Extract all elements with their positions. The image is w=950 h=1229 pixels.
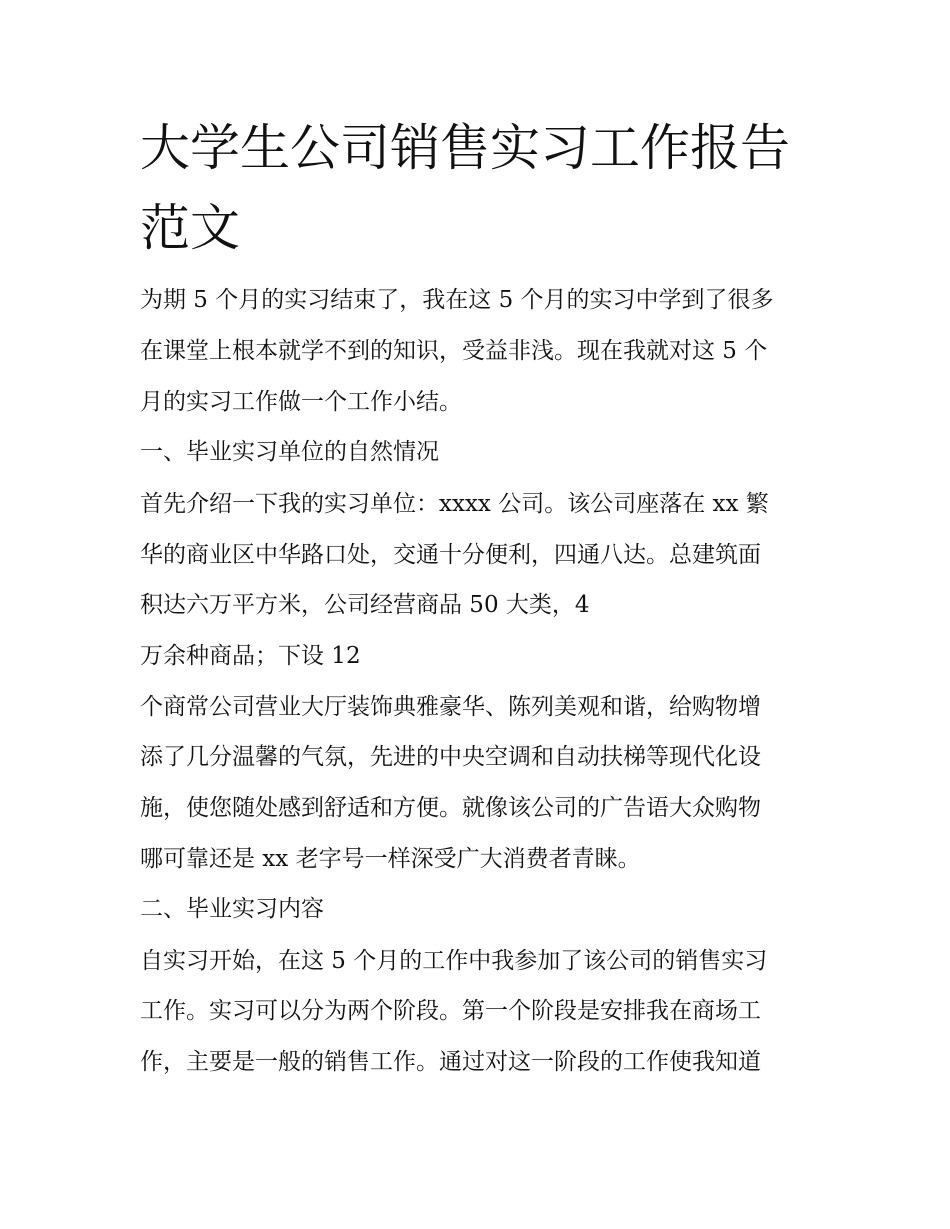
section-heading-1: 一、毕业实习单位的自然情况 (140, 439, 439, 465)
document-title (140, 108, 820, 268)
body-line: 个商常公司营业大厅装饰典雅豪华、陈列美观和谐，给购物增 (140, 694, 761, 720)
title-line-2: 范文 (140, 199, 240, 257)
body-line: 施，使您随处感到舒适和方便。就像该公司的广告语大众购物 (140, 795, 761, 821)
body-line: 万余种商品；下设 12 (140, 643, 361, 669)
body-line: 自实习开始，在这 5 个月的工作中我参加了该公司的销售实习 (140, 948, 768, 974)
body-line: 为期 5 个月的实习结束了，我在这 5 个月的实习中学到了很多 (140, 287, 774, 313)
title-line-1: 大学生公司销售实习工作报告 (140, 119, 790, 177)
body-line: 添了几分温馨的气氛，先进的中央空调和自动扶梯等现代化设 (140, 744, 761, 770)
body-line: 月的实习工作做一个工作小结。 (140, 389, 462, 415)
body-line: 积达六万平方米，公司经营商品 50 大类，4 (140, 592, 590, 618)
body-line: 作，主要是一般的销售工作。通过对这一阶段的工作使我知道 (140, 1049, 761, 1075)
body-line: 首先介绍一下我的实习单位：xxxx 公司。该公司座落在 xx 繁 (140, 491, 769, 517)
body-line: 华的商业区中华路口处，交通十分便利，四通八达。总建筑面 (140, 542, 761, 568)
body-line: 哪可靠还是 xx 老字号一样深受广大消费者青睐。 (140, 846, 641, 872)
section-heading-2: 二、毕业实习内容 (140, 896, 324, 922)
body-line: 在课堂上根本就学不到的知识，受益非浅。现在我就对这 5 个 (140, 338, 768, 364)
body-line: 工作。实习可以分为两个阶段。第一个阶段是安排我在商场工 (140, 998, 761, 1024)
